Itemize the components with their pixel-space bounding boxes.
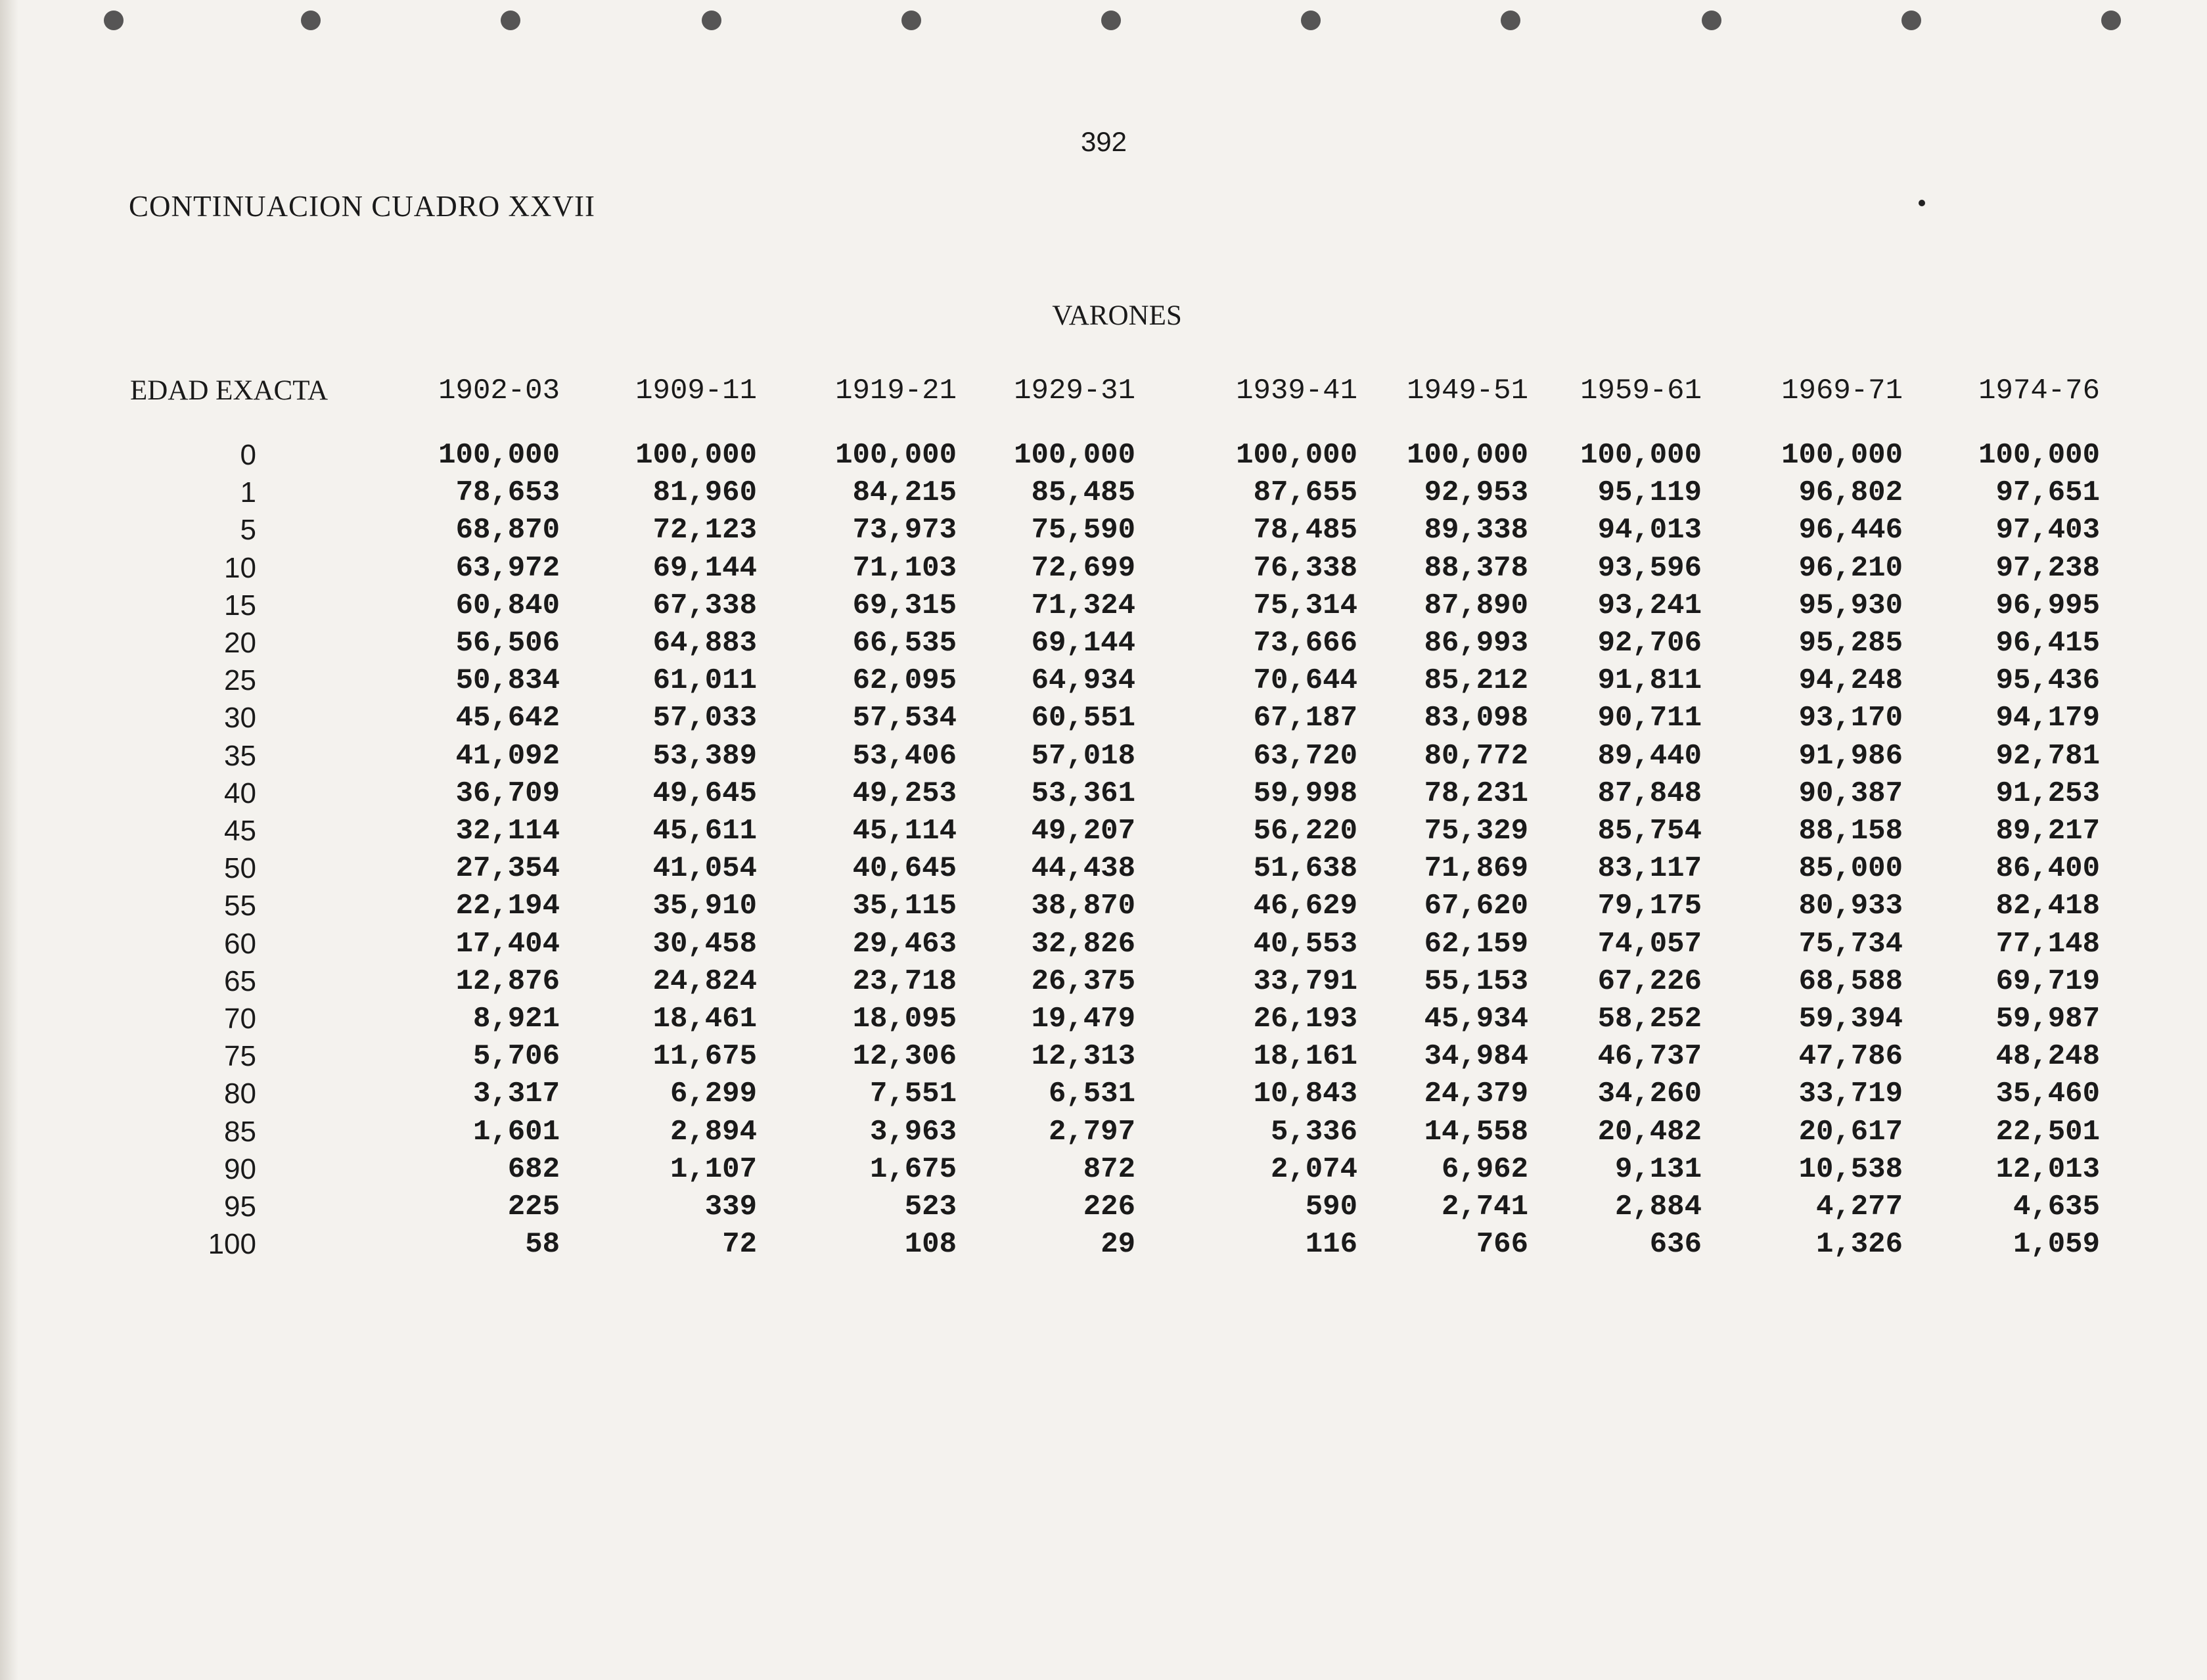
value-cell: 44,438	[1031, 852, 1135, 886]
age-cell: 40	[224, 777, 256, 809]
age-cell: 25	[224, 664, 256, 697]
age-cell: 1	[240, 476, 256, 509]
value-cell: 97,651	[1995, 476, 2100, 510]
value-cell: 226	[1083, 1191, 1135, 1223]
value-cell: 45,114	[852, 815, 957, 848]
value-cell: 89,440	[1597, 739, 1702, 773]
column-header: 1919-21	[835, 375, 957, 407]
value-cell: 78,653	[455, 476, 560, 510]
table-row	[0, 627, 2207, 664]
value-cell: 80,772	[1424, 739, 1528, 773]
value-cell: 56,220	[1253, 815, 1357, 848]
table-row	[0, 740, 2207, 777]
value-cell: 97,403	[1995, 514, 2100, 547]
value-cell: 523	[904, 1191, 957, 1223]
value-cell: 92,781	[1995, 739, 2100, 773]
value-cell: 53,406	[852, 739, 957, 773]
value-cell: 36,709	[455, 777, 560, 810]
value-cell: 59,998	[1253, 777, 1357, 810]
value-cell: 33,791	[1253, 965, 1357, 998]
value-cell: 90,711	[1597, 702, 1702, 735]
value-cell: 72	[722, 1228, 757, 1261]
value-cell: 85,485	[1031, 476, 1135, 510]
value-cell: 87,890	[1424, 589, 1528, 622]
age-cell: 0	[240, 439, 256, 471]
value-cell: 35,460	[1995, 1078, 2100, 1111]
value-cell: 61,011	[652, 664, 757, 698]
age-cell: 50	[224, 852, 256, 885]
value-cell: 97,238	[1995, 551, 2100, 585]
value-cell: 6,962	[1441, 1152, 1528, 1186]
punch-hole	[1101, 11, 1121, 30]
value-cell: 35,115	[852, 890, 957, 923]
value-cell: 339	[704, 1191, 757, 1223]
age-cell: 65	[224, 965, 256, 997]
value-cell: 23,718	[852, 965, 957, 998]
value-cell: 2,894	[670, 1115, 757, 1148]
value-cell: 53,389	[652, 739, 757, 773]
value-cell: 96,210	[1798, 551, 1903, 585]
value-cell: 91,811	[1597, 664, 1702, 698]
value-cell: 18,461	[652, 1003, 757, 1035]
table-row	[0, 1116, 2207, 1152]
value-cell: 62,159	[1424, 927, 1528, 961]
value-cell: 10,538	[1798, 1152, 1903, 1186]
age-cell: 90	[224, 1152, 256, 1185]
column-header: 1959-61	[1580, 375, 1702, 407]
table-row	[0, 514, 2207, 551]
value-cell: 29,463	[852, 927, 957, 961]
value-cell: 95,930	[1798, 589, 1903, 622]
value-cell: 70,644	[1253, 664, 1357, 698]
value-cell: 64,883	[652, 627, 757, 660]
age-cell: 45	[224, 815, 256, 847]
age-cell: 30	[224, 702, 256, 735]
value-cell: 27,354	[455, 852, 560, 886]
value-cell: 55,153	[1424, 965, 1528, 998]
value-cell: 766	[1476, 1228, 1528, 1261]
punch-hole	[501, 11, 520, 30]
column-header: 1974-76	[1978, 375, 2100, 407]
value-cell: 80,933	[1798, 890, 1903, 923]
column-header: 1939-41	[1236, 375, 1357, 407]
value-cell: 26,375	[1031, 965, 1135, 998]
value-cell: 66,535	[852, 627, 957, 660]
value-cell: 12,013	[1995, 1152, 2100, 1186]
punch-hole	[1301, 11, 1321, 30]
value-cell: 20,482	[1597, 1115, 1702, 1148]
table-row	[0, 852, 2207, 889]
value-cell: 93,170	[1798, 702, 1903, 735]
age-cell: 75	[224, 1040, 256, 1073]
value-cell: 34,260	[1597, 1078, 1702, 1111]
value-cell: 69,315	[852, 589, 957, 622]
table-row	[0, 1040, 2207, 1077]
value-cell: 79,175	[1597, 890, 1702, 923]
value-cell: 60,840	[455, 589, 560, 622]
value-cell: 1,326	[1815, 1228, 1903, 1261]
value-cell: 4,277	[1815, 1191, 1903, 1223]
value-cell: 92,953	[1424, 476, 1528, 510]
value-cell: 1,107	[670, 1152, 757, 1186]
value-cell: 29	[1101, 1228, 1135, 1261]
value-cell: 590	[1305, 1191, 1357, 1223]
value-cell: 5,336	[1270, 1115, 1357, 1148]
value-cell: 57,534	[852, 702, 957, 735]
value-cell: 12,306	[852, 1040, 957, 1074]
value-cell: 41,054	[652, 852, 757, 886]
value-cell: 91,253	[1995, 777, 2100, 810]
value-cell: 53,361	[1031, 777, 1135, 810]
value-cell: 71,103	[852, 551, 957, 585]
value-cell: 24,824	[652, 965, 757, 998]
value-cell: 95,119	[1597, 476, 1702, 510]
value-cell: 18,161	[1253, 1040, 1357, 1074]
value-cell: 57,018	[1031, 739, 1135, 773]
value-cell: 63,972	[455, 551, 560, 585]
row-header-label: EDAD EXACTA	[130, 375, 329, 406]
value-cell: 85,212	[1424, 664, 1528, 698]
value-cell: 92,706	[1597, 627, 1702, 660]
value-cell: 73,666	[1253, 627, 1357, 660]
value-cell: 8,921	[472, 1003, 560, 1035]
value-cell: 67,226	[1597, 965, 1702, 998]
table-row	[0, 439, 2207, 476]
table-row	[0, 476, 2207, 513]
value-cell: 83,098	[1424, 702, 1528, 735]
table-row	[0, 890, 2207, 926]
value-cell: 22,501	[1995, 1115, 2100, 1148]
value-cell: 3,317	[472, 1078, 560, 1111]
value-cell: 20,617	[1798, 1115, 1903, 1148]
value-cell: 636	[1649, 1228, 1702, 1261]
value-cell: 22,194	[455, 890, 560, 923]
value-cell: 108	[904, 1228, 957, 1261]
value-cell: 24,379	[1424, 1078, 1528, 1111]
table-row	[0, 1153, 2207, 1190]
column-header: 1929-31	[1014, 375, 1135, 407]
value-cell: 77,148	[1995, 927, 2100, 961]
column-header: 1969-71	[1781, 375, 1903, 407]
value-cell: 34,984	[1424, 1040, 1528, 1074]
value-cell: 93,596	[1597, 551, 1702, 585]
value-cell: 89,338	[1424, 514, 1528, 547]
value-cell: 94,179	[1995, 702, 2100, 735]
value-cell: 69,719	[1995, 965, 2100, 998]
table-row	[0, 815, 2207, 851]
value-cell: 7,551	[869, 1078, 957, 1111]
value-cell: 38,870	[1031, 890, 1135, 923]
value-cell: 1,059	[2013, 1228, 2100, 1261]
page-number: 392	[1080, 126, 1127, 157]
value-cell: 75,590	[1031, 514, 1135, 547]
value-cell: 32,826	[1031, 927, 1135, 961]
punch-hole	[2101, 11, 2121, 30]
value-cell: 85,000	[1798, 852, 1903, 886]
value-cell: 68,588	[1798, 965, 1903, 998]
value-cell: 73,973	[852, 514, 957, 547]
value-cell: 45,934	[1424, 1003, 1528, 1035]
table-row	[0, 965, 2207, 1002]
value-cell: 18,095	[852, 1003, 957, 1035]
value-cell: 100,000	[635, 439, 757, 472]
value-cell: 46,629	[1253, 890, 1357, 923]
value-cell: 72,123	[652, 514, 757, 547]
value-cell: 50,834	[455, 664, 560, 698]
age-cell: 10	[224, 551, 256, 584]
value-cell: 6,299	[670, 1078, 757, 1111]
table-row	[0, 702, 2207, 738]
value-cell: 96,415	[1995, 627, 2100, 660]
value-cell: 14,558	[1424, 1115, 1528, 1148]
age-cell: 35	[224, 739, 256, 772]
age-cell: 5	[240, 514, 256, 547]
value-cell: 93,241	[1597, 589, 1702, 622]
value-cell: 1,601	[472, 1115, 560, 1148]
age-cell: 60	[224, 927, 256, 960]
punch-hole	[702, 11, 721, 30]
value-cell: 86,993	[1424, 627, 1528, 660]
punch-hole	[301, 11, 321, 30]
punch-hole	[1702, 11, 1721, 30]
value-cell: 95,285	[1798, 627, 1903, 660]
value-cell: 46,737	[1597, 1040, 1702, 1074]
value-cell: 85,754	[1597, 815, 1702, 848]
age-cell: 100	[208, 1228, 256, 1261]
age-cell: 80	[224, 1078, 256, 1110]
value-cell: 90,387	[1798, 777, 1903, 810]
value-cell: 19,479	[1031, 1003, 1135, 1035]
value-cell: 74,057	[1597, 927, 1702, 961]
value-cell: 9,131	[1614, 1152, 1702, 1186]
value-cell: 100,000	[1014, 439, 1135, 472]
value-cell: 91,986	[1798, 739, 1903, 773]
value-cell: 88,378	[1424, 551, 1528, 585]
value-cell: 64,934	[1031, 664, 1135, 698]
table-subheading: VARONES	[1052, 300, 1182, 331]
value-cell: 116	[1305, 1228, 1357, 1261]
value-cell: 78,231	[1424, 777, 1528, 810]
value-cell: 872	[1083, 1152, 1135, 1186]
value-cell: 60,551	[1031, 702, 1135, 735]
value-cell: 58,252	[1597, 1003, 1702, 1035]
value-cell: 33,719	[1798, 1078, 1903, 1111]
value-cell: 81,960	[652, 476, 757, 510]
value-cell: 69,144	[1031, 627, 1135, 660]
value-cell: 100,000	[1236, 439, 1357, 472]
age-cell: 85	[224, 1115, 256, 1148]
value-cell: 51,638	[1253, 852, 1357, 886]
value-cell: 10,843	[1253, 1078, 1357, 1111]
value-cell: 5,706	[472, 1040, 560, 1074]
table-row	[0, 1228, 2207, 1265]
value-cell: 72,699	[1031, 551, 1135, 585]
value-cell: 94,013	[1597, 514, 1702, 547]
value-cell: 41,092	[455, 739, 560, 773]
value-cell: 89,217	[1995, 815, 2100, 848]
table-heading: CONTINUACION CUADRO XXVII	[129, 190, 595, 223]
value-cell: 45,642	[455, 702, 560, 735]
age-cell: 20	[224, 627, 256, 659]
value-cell: 59,987	[1995, 1003, 2100, 1035]
value-cell: 57,033	[652, 702, 757, 735]
value-cell: 96,802	[1798, 476, 1903, 510]
value-cell: 69,144	[652, 551, 757, 585]
value-cell: 59,394	[1798, 1003, 1903, 1035]
value-cell: 75,734	[1798, 927, 1903, 961]
punch-hole	[1501, 11, 1520, 30]
value-cell: 84,215	[852, 476, 957, 510]
column-header: 1902-03	[438, 375, 560, 407]
age-cell: 70	[224, 1003, 256, 1035]
value-cell: 67,187	[1253, 702, 1357, 735]
value-cell: 71,869	[1424, 852, 1528, 886]
value-cell: 2,884	[1614, 1191, 1702, 1223]
table-row	[0, 664, 2207, 701]
value-cell: 30,458	[652, 927, 757, 961]
value-cell: 87,848	[1597, 777, 1702, 810]
table-row	[0, 1003, 2207, 1039]
value-cell: 2,074	[1270, 1152, 1357, 1186]
column-header-row	[0, 375, 2207, 414]
value-cell: 62,095	[852, 664, 957, 698]
value-cell: 100,000	[1978, 439, 2100, 472]
value-cell: 86,400	[1995, 852, 2100, 886]
value-cell: 12,313	[1031, 1040, 1135, 1074]
value-cell: 35,910	[652, 890, 757, 923]
value-cell: 67,620	[1424, 890, 1528, 923]
value-cell: 225	[507, 1191, 560, 1223]
value-cell: 75,329	[1424, 815, 1528, 848]
table-row	[0, 1078, 2207, 1114]
value-cell: 67,338	[652, 589, 757, 622]
value-cell: 100,000	[438, 439, 560, 472]
value-cell: 96,995	[1995, 589, 2100, 622]
value-cell: 49,253	[852, 777, 957, 810]
value-cell: 2,741	[1441, 1191, 1528, 1223]
value-cell: 82,418	[1995, 890, 2100, 923]
value-cell: 83,117	[1597, 852, 1702, 886]
age-cell: 15	[224, 589, 256, 622]
table-row	[0, 552, 2207, 589]
value-cell: 58	[525, 1228, 560, 1261]
value-cell: 95,436	[1995, 664, 2100, 698]
table-row	[0, 1191, 2207, 1227]
value-cell: 17,404	[455, 927, 560, 961]
value-cell: 75,314	[1253, 589, 1357, 622]
value-cell: 32,114	[455, 815, 560, 848]
punch-hole	[1901, 11, 1921, 30]
table-row	[0, 589, 2207, 626]
value-cell: 3,963	[869, 1115, 957, 1148]
value-cell: 56,506	[455, 627, 560, 660]
value-cell: 682	[507, 1152, 560, 1186]
value-cell: 49,645	[652, 777, 757, 810]
punch-hole	[104, 11, 124, 30]
value-cell: 26,193	[1253, 1003, 1357, 1035]
value-cell: 2,797	[1048, 1115, 1135, 1148]
value-cell: 100,000	[1781, 439, 1903, 472]
value-cell: 40,553	[1253, 927, 1357, 961]
value-cell: 47,786	[1798, 1040, 1903, 1074]
value-cell: 76,338	[1253, 551, 1357, 585]
punch-hole	[901, 11, 921, 30]
value-cell: 63,720	[1253, 739, 1357, 773]
value-cell: 68,870	[455, 514, 560, 547]
value-cell: 94,248	[1798, 664, 1903, 698]
value-cell: 49,207	[1031, 815, 1135, 848]
column-header: 1909-11	[635, 375, 757, 407]
value-cell: 6,531	[1048, 1078, 1135, 1111]
value-cell: 4,635	[2013, 1191, 2100, 1223]
value-cell: 100,000	[1580, 439, 1702, 472]
stray-mark	[1919, 200, 1925, 206]
value-cell: 87,655	[1253, 476, 1357, 510]
value-cell: 78,485	[1253, 514, 1357, 547]
value-cell: 1,675	[869, 1152, 957, 1186]
value-cell: 71,324	[1031, 589, 1135, 622]
table-row	[0, 777, 2207, 814]
value-cell: 11,675	[652, 1040, 757, 1074]
value-cell: 48,248	[1995, 1040, 2100, 1074]
value-cell: 100,000	[835, 439, 957, 472]
value-cell: 12,876	[455, 965, 560, 998]
value-cell: 96,446	[1798, 514, 1903, 547]
age-cell: 95	[224, 1191, 256, 1223]
value-cell: 40,645	[852, 852, 957, 886]
column-header: 1949-51	[1407, 375, 1528, 407]
value-cell: 100,000	[1407, 439, 1528, 472]
age-cell: 55	[224, 890, 256, 922]
value-cell: 45,611	[652, 815, 757, 848]
table-row	[0, 928, 2207, 965]
value-cell: 88,158	[1798, 815, 1903, 848]
